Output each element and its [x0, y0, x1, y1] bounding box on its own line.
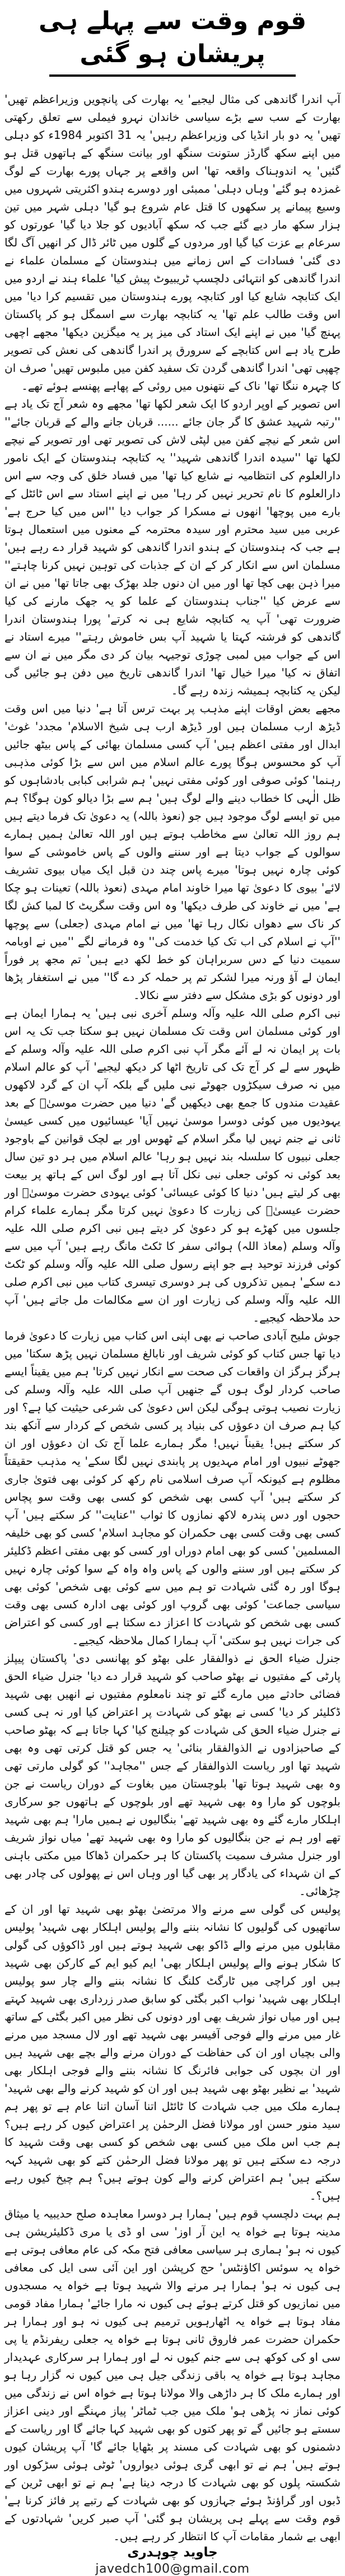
- title-underline-rule: [49, 74, 296, 77]
- article-paragraph: پولیس کی گولی سے مرنے والا مرتضیٰ بھٹو بھی شہید تھا اور ان کے ساتھیوں کی گولیوں کا نشانہ بننے والے پولیس اہلکار بھی شہید' پولیس مقابلوں میں مرنے والے ڈاکو بھی شہید ہوتے ہیں اور ڈاکوؤں کی گولی کا شکار ہونے والے پولیس اہلکار بھی' ایم کیو ایم کے کارکن بھی شہید ہیں اور کراچی میں ٹارگٹ کلنگ کا نشانہ بننے والے چار سو پولیس اہلکار بھی شہید' نواب اکبر بگٹی کو سابق صدر زرداری بھی شہید کہتے ہیں اور میاں نواز شریف بھی اور دونوں کی نظر میں اکبر بگٹی کے ساتھ غار میں مرنے والے فوجی آفیسر بھی شہید تھے اور لال مسجد میں مرنے والی بچیاں اور ان کی حفاظت کے دوران مرنے والے بچے بھی شہید ہیں اور ان بچوں کی جوابی فائرنگ کا نشانہ بننے والے فوجی اہلکار بھی شہید' بے نظیر بھٹو بھی شہید ہیں اور ان کو شہید کرنے والے بھی شہید' ہمارے ملک میں جب شہادت کا ٹائٹل اتنا آسان اتنا عام ہے تو پھر ہم سید منور حسن اور مولانا فضل الرحمٰن پر اعتراض کیوں کر رہے ہیں؟ ہم جب اس ملک میں کسی بھی شخص کو کسی بھی وقت شہید کا درجہ دے سکتے ہیں تو پھر مولانا فضل الرحمٰن کتے کو بھی شہید کہہ سکتے ہیں' ہم اعتراض کرنے والے کون ہوتے ہیں؟ ہم چیخ کیوں رہے ہیں؟۔: [4, 1902, 341, 2202]
- article-paragraph: جنرل ضیاء الحق نے ذوالفقار علی بھٹو کو پھانسی دی' پاکستان پیپلز پارٹی کے مفتیوں نے بھٹو صاحب کو شہید قرار دے دیا' جنرل ضیاء الحق فضائی حادثے میں مارے گئے تو چند نامعلوم مفتیوں نے انھیں بھی شہید ڈکلیئر کر دیا' کسی نے بھٹو کی شہادت پر اعتراض کیا اور نہ ہی کسی نے جنرل ضیاء الحق کی شہادت کو چیلنج کیا' کہا جاتا ہے کہ بھٹو صاحب کے صاحبزادوں نے الذوالفقار بنائی' یہ جس کو قتل کرتی تھی وہ بھی شہید تھا اور ریاست الذوالفقار کے جس ''مجاہد'' کو گولی مارتی تھی وہ بھی شہید ہوتا تھا' بلوچستان میں بغاوت کے دوران ریاست نے جن بلوچوں کو مارا وہ بھی شہید تھے اور بلوچوں کے ہاتھوں جو سرکاری اہلکار مارے گئے وہ بھی شہید تھے' بنگالیوں نے ہمیں مارا' ہم بھی شہید تھے اور ہم نے جن بنگالیوں کو مارا وہ بھی شہید تھے' میاں نواز شریف اور جنرل مشرف سمیت پاکستان کا ہر حکمران ڈھاکا میں مکتی باہنی کے ان شہداء کی یادگار پر بھی گیا اور وہاں اس نے پھولوں کی چادر بھی چڑھائی۔: [4, 1651, 341, 1898]
- article-paragraph: ہم بہت دلچسپ قوم ہیں' ہمارا ہر دوسرا معاہدہ صلح حدیبیہ یا میثاق مدینہ ہوتا ہے خواہ یہ این آر اوز' سی او ڈی یا مری ڈکلیئریشن ہی کیوں نہ ہو' ہماری ہر سیاسی معافی فتح مکہ کی عام معافی ہوتی ہے خواہ یہ سوئس اکاؤنٹس' حج کرپشن اور این آئی سی ایل کی معافی ہی کیوں نہ ہو' ہمارا ہر مرنے والا شہید ہوتا ہے خواہ یہ مسجدوں میں نمازیوں کو قتل کرتے ہوئے ہی کیوں نہ مارا جائے' ہمارا مفاد قومی مفاد ہوتا ہے خواہ یہ اٹھارہویں ترمیم ہی کیوں نہ ہو اور ہمارا ہر حکمران حضرت عمر فاروق ثانی ہوتا ہے خواہ یہ جعلی ریفرنڈم یا پی سی او کی کوکھ ہی سے جنم کیوں نہ لے اور ہمارا ہر سرکاری عہدیدار مجاہد ہوتا ہے خواہ یہ باقی زندگی جیل ہی میں کیوں نہ گزار رہا ہو اور ہمارے ملک کا ہر داڑھی والا مولانا ہوتا ہے خواہ اس نے زندگی میں کوئی نماز نہ پڑھی ہو' ملک میں جب ٹماٹر' پیاز مہنگے اور دینی اعزاز سستے ہو جائیں گے تو پھر کتوں کو بھی شہید کہا جائے گا اور ریاست کے دشمنوں کو بھی شہادت کی مسند پر بٹھایا جائے گا' آپ پریشان کیوں ہوتے ہیں' ہم نے تو ابھی گری ہوئی دیواروں' ٹوٹی ہوئی سڑکوں اور شکستہ پلوں کو بھی شہادت کا درجہ دینا ہے' ہم نے تو ابھی ٹرین کے ڈبوں اور گراؤنڈ ہوئے جہازوں کو بھی شہادت کے رتبے پر فائز کرنا ہے' قوم وقت سے پہلے ہی پریشان ہو گئی' آپ صبر کریں' شہادتوں کے ابھی بے شمار مقامات آپ کا انتظار کر رہے ہیں۔: [4, 2206, 341, 2543]
- article-footer: [4, 2545, 341, 2576]
- article-paragraph: آپ اندرا گاندھی کی مثال لیجیے' یہ بھارت کی پانچویں وزیراعظم تھیں' بھارت کے سب سے بڑے سیاسی خاندان نہرو فیملی سے تعلق رکھتی تھیں' یہ دو بار انڈیا کی وزیراعظم رہیں' یہ 31 اکتوبر 1984ء کو دہلی میں اپنے سکھ گارڈز ستونت سنگھ اور بیانت سنگھ کے ہاتھوں قتل ہو گئیں' یہ اندوہناک واقعہ تھا' اس واقعے پر جہاں پورے بھارت کے لوگ غمزدہ ہو گئے' وہاں دہلی' ممبئی اور دوسرے ہندو اکثریتی شہروں میں وسیع پیمانے پر سکھوں کا قتل عام شروع ہو گیا' دہلی شہر میں تین ہزار سکھ مار دیے گئے جب کہ سکھ آبادیوں کو جلا دیا گیا' عورتوں کو سرعام بے عزت کیا گیا اور مردوں کے گلوں میں ٹائر ڈال کر انھیں آگ لگا دی گئی' فسادات کے اس زمانے میں ہندوستان کے مسلمان علماء نے اندرا گاندھی کو انتہائی دلچسپ ٹریبیوٹ پیش کیا' علماء ہند نے اردو میں ایک کتابچہ شایع کیا اور کتابچہ پورے ہندوستان میں تقسیم کرا دیا' میں اس وقت طالب علم تھا' یہ کتابچہ بھارت سے اسمگل ہو کر پاکستان پہنچ گیا' میں نے اپنے ایک استاد کی میز پر یہ میگزین دیکھا' مجھے اچھی طرح یاد ہے اس کتابچے کے سرورق پر اندرا گاندھی کی نعش کی تصویر چھپی تھی' اندرا گاندھی گردن تک سفید کفن میں ملبوس تھیں' صرف ان کا چہرہ ننگا تھا' ناک کے نتھنوں میں روئی کے پھاہے پھنسے ہوئے تھے۔: [4, 92, 341, 393]
- author-byline: جاوید چوہدری: [127, 2545, 218, 2560]
- article-body: [4, 90, 341, 2545]
- article-header: [4, 3, 341, 78]
- article-paragraph: مجھے بعض اوقات اپنے مذہب پر بہت ترس آتا ہے' دنیا میں اس وقت ڈیڑھ ارب مسلمان ہیں اور ڈیڑھ ارب ہی شیخ الاسلام' مجدد' غوث' ابدال اور مفتی اعظم ہیں' آپ کسی مسلمان بھائی کے پاس بیٹھ جائیں آپ کو محسوس ہوگا پورے عالم اسلام میں اس سے بڑا کوئی مذہبی رہنما' کوئی صوفی اور کوئی مفتی نہیں' ہم شرابی کبابی بادشاہوں کو ظل الٰہی کا خطاب دینے والے لوگ ہیں' ہم سے بڑا دیالو کون ہوگا؟ ہم میں تو ایسے لوگ موجود ہیں جو (نعوذ باللہ) یہ دعویٰ تک فرما دیتے ہیں ہم روز اللہ تعالیٰ سے مخاطب ہوتے ہیں اور اللہ تعالیٰ ہمیں ہمارے سوالوں کے جواب دیتا ہے اور سننے والوں کے پاس خاموشی کے سوا کوئی چارہ نہیں ہوتا' میرے پاس چند دن قبل ایک میاں بیوی تشریف لائے' بیوی کا دعویٰ تھا میرا خاوند امام مہدی (نعوذ باللہ) تعینات ہو چکا ہے' میں نے خاوند کی طرف دیکھا' وہ اس وقت سگریٹ کا لمبا کش لگا کر ناک سے دھواں نکال رہا تھا' میں نے امام مہدی (جعلی) سے پوچھا ''آپ نے اسلام کی اب تک کیا خدمت کی'' وہ فرمانے لگے ''میں نے اوبامہ سمیت دنیا کے دس سربراہان کو خط لکھ دیے ہیں' تم مجھ پر فوراً ایمان لے آؤ ورنہ میرا لشکر تم پر حملہ کر دے گا'' میں نے استغفار پڑھا اور دونوں کو بڑی مشکل سے دفتر سے نکالا۔: [4, 701, 341, 1002]
- article-title: قوم وقت سے پہلے ہی پریشان ہو گئی: [38, 7, 307, 69]
- author-email: javedch100@gmail.com: [95, 2561, 250, 2576]
- article-paragraph: اس تصویر کے اوپر اردو کا ایک شعر لکھا تھا' مجھے وہ شعر آج تک یاد ہے ''رتبہ شہید عشق کا گر جان جائے ...... قربان جانے والے کے قربان جائے'' اس شعر کے نیچے کفن میں لپٹی لاش کی تصویر تھی اور تصویر کے نیچے لکھا تھا ''سیدہ اندرا گاندھی شہید'' یہ کتابچہ ہندوستان کے ایک نامور دارالعلوم کی انتظامیہ نے شایع کیا تھا' میں فساد خلق کی وجہ سے اس دارالعلوم کا نام تحریر نہیں کر رہا' میں نے اپنے استاد سے اس ٹائٹل کے بارے میں پوچھا' انھوں نے مسکرا کر جواب دیا ''اس میں کیا حرج ہے' عربی میں سید محترم اور سیدہ محترمہ کے معنوں میں استعمال ہوتا ہے جب کہ ہندوستان کے ہندو اندرا گاندھی کو شہید قرار دے رہے ہیں' مسلمان اس سے انکار کر کے ان کے جذبات کی توہین نہیں کرنا چاہتے'' میرا ذہن بھی کچا تھا اور میں ان دنوں جلد بھڑک بھی جاتا تھا' میں نے ان سے عرض کیا ''جناب ہندوستان کے علما کو یہ جھک مارنے کی کیا ضرورت تھی' آپ یہ کتابچہ شایع ہی نہ کرتے' پورا ہندوستان اندرا گاندھی کو فرشتہ کہتا یا شہید آپ بس خاموش رہتے'' میرے استاد نے اس کے جواب میں لمبی چوڑی توجیہہ بیان کر دی مگر میں نے ان سے اتفاق نہ کیا' میرا خیال تھا' اندرا گاندھی تاریخ میں دفن ہو جائیں گی لیکن یہ کتابچہ ہمیشہ زندہ رہے گا۔: [4, 396, 341, 697]
- article-paragraph: جوش ملیح آبادی صاحب نے بھی اپنی اس کتاب میں زیارت کا دعویٰ فرما دیا تھا جس کتاب کو کوئی شریف اور نابالغ مسلمان نہیں پڑھ سکتا' میں ہرگز ہرگز ان واقعات کی صحت سے انکار نہیں کرتا' ہم میں یقیناً ایسے صاحب کردار لوگ ہوں گے جنھیں آپ صلی اللہ علیہ وآلہ وسلم کی زیارت نصیب ہوتی ہوگی لیکن اس دعویٰ کی شرعی حیثیت کیا ہے؟ اور کیا ہم صرف ان دعوؤں کی بنیاد پر کسی شخص کے کردار سے آنکھ بند کر سکتے ہیں! یقیناً نہیں! مگر ہمارے علما آج تک ان دعوؤں اور ان جھوٹے نبیوں اور امام مہدیوں پر پابندی نہیں لگا سکے' یہ مذہب حقیقتاً مظلوم ہے کیونکہ آپ صرف اسلامی نام رکھ کر کوئی بھی فتویٰ جاری کر سکتے ہیں' آپ کسی بھی شخص کو کسی بھی وقت سو پچاس حجوں اور دس پندرہ لاکھ نمازوں کا ثواب ''عنایت'' کر سکتے ہیں' آپ کسی بھی وقت کسی بھی حکمران کو مجاہد اسلام' کسی کو بھی خلیفہ المسلمین' کسی کو بھی امام دوراں اور کسی کو بھی مفتی اعظم ڈکلیئر کر سکتے ہیں اور سننے والوں کے پاس واہ واہ کے سوا کوئی چارہ نہیں ہوگا اور رہ گئی شہادت تو ہم میں سے کوئی بھی شخص' کوئی بھی سیاسی جماعت' کوئی بھی گروپ اور کوئی بھی ادارہ کسی بھی وقت کسی بھی شخص کو شہادت کا اعزاز دے سکتا ہے اور کسی کو اعتراض کی جرات نہیں ہو سکتی' آپ ہمارا کمال ملاحظہ کیجیے۔: [4, 1328, 341, 1647]
- article-paragraph: نبی اکرم صلی اللہ علیہ وآلہ وسلم آخری نبی ہیں' یہ ہمارا ایمان ہے اور کوئی مسلمان اس وقت تک مسلمان نہیں ہو سکتا جب تک یہ اس بات پر ایمان نہ لے آئے مگر آپ نبی اکرم صلی اللہ علیہ وآلہ وسلم کے ظہور سے لے کر آج تک کی تاریخ اٹھا کر دیکھ لیجیے' آپ کو عالم اسلام میں نہ صرف سیکڑوں جھوٹے نبی ملیں گے بلکہ آپ ان کے گرد لاکھوں عقیدت مندوں کا جمع بھی دیکھیں گے' دنیا میں حضرت موسیٰؑ کے بعد یہودیوں میں کوئی دوسرا موسیٰ نہیں آیا' عیسائیوں میں کسی عیسیٰ ثانی نے جنم نہیں لیا مگر اسلام کے ٹھوس اور بے لچک قوانین کے باوجود جعلی نبیوں کا سلسلہ بند نہیں ہو رہا' عالم اسلام میں ہر دو تین سال بعد کوئی نہ کوئی جعلی نبی نکل آتا ہے اور لوگ اس کے ہاتھ پر بیعت بھی کر لیتے ہیں' دنیا کا کوئی عیسائی' کوئی یہودی حضرت موسیٰؑ اور حضرت عیسیٰؑ کی زیارت کا دعویٰ نہیں کرتا مگر ہمارے علماء کرام جلسوں میں کھڑے ہو کر دعویٰ کر دیتے ہیں نبی اکرم صلی اللہ علیہ وآلہ وسلم (معاذ اللہ) ہوائی سفر کا ٹکٹ مانگ رہے ہیں' آپ میں سے کوئی فرزند توحید ہے جو اپنے رسول صلی اللہ علیہ وآلہ وسلم کو ٹکٹ دے سکے' ہمیں تذکروں کی ہر دوسری تیسری کتاب میں نبی اکرم صلی اللہ علیہ وآلہ وسلم کی زیارت اور ان سے مکالمات مل جاتے ہیں' آپ حد ملاحظہ کیجیے۔: [4, 1006, 341, 1324]
